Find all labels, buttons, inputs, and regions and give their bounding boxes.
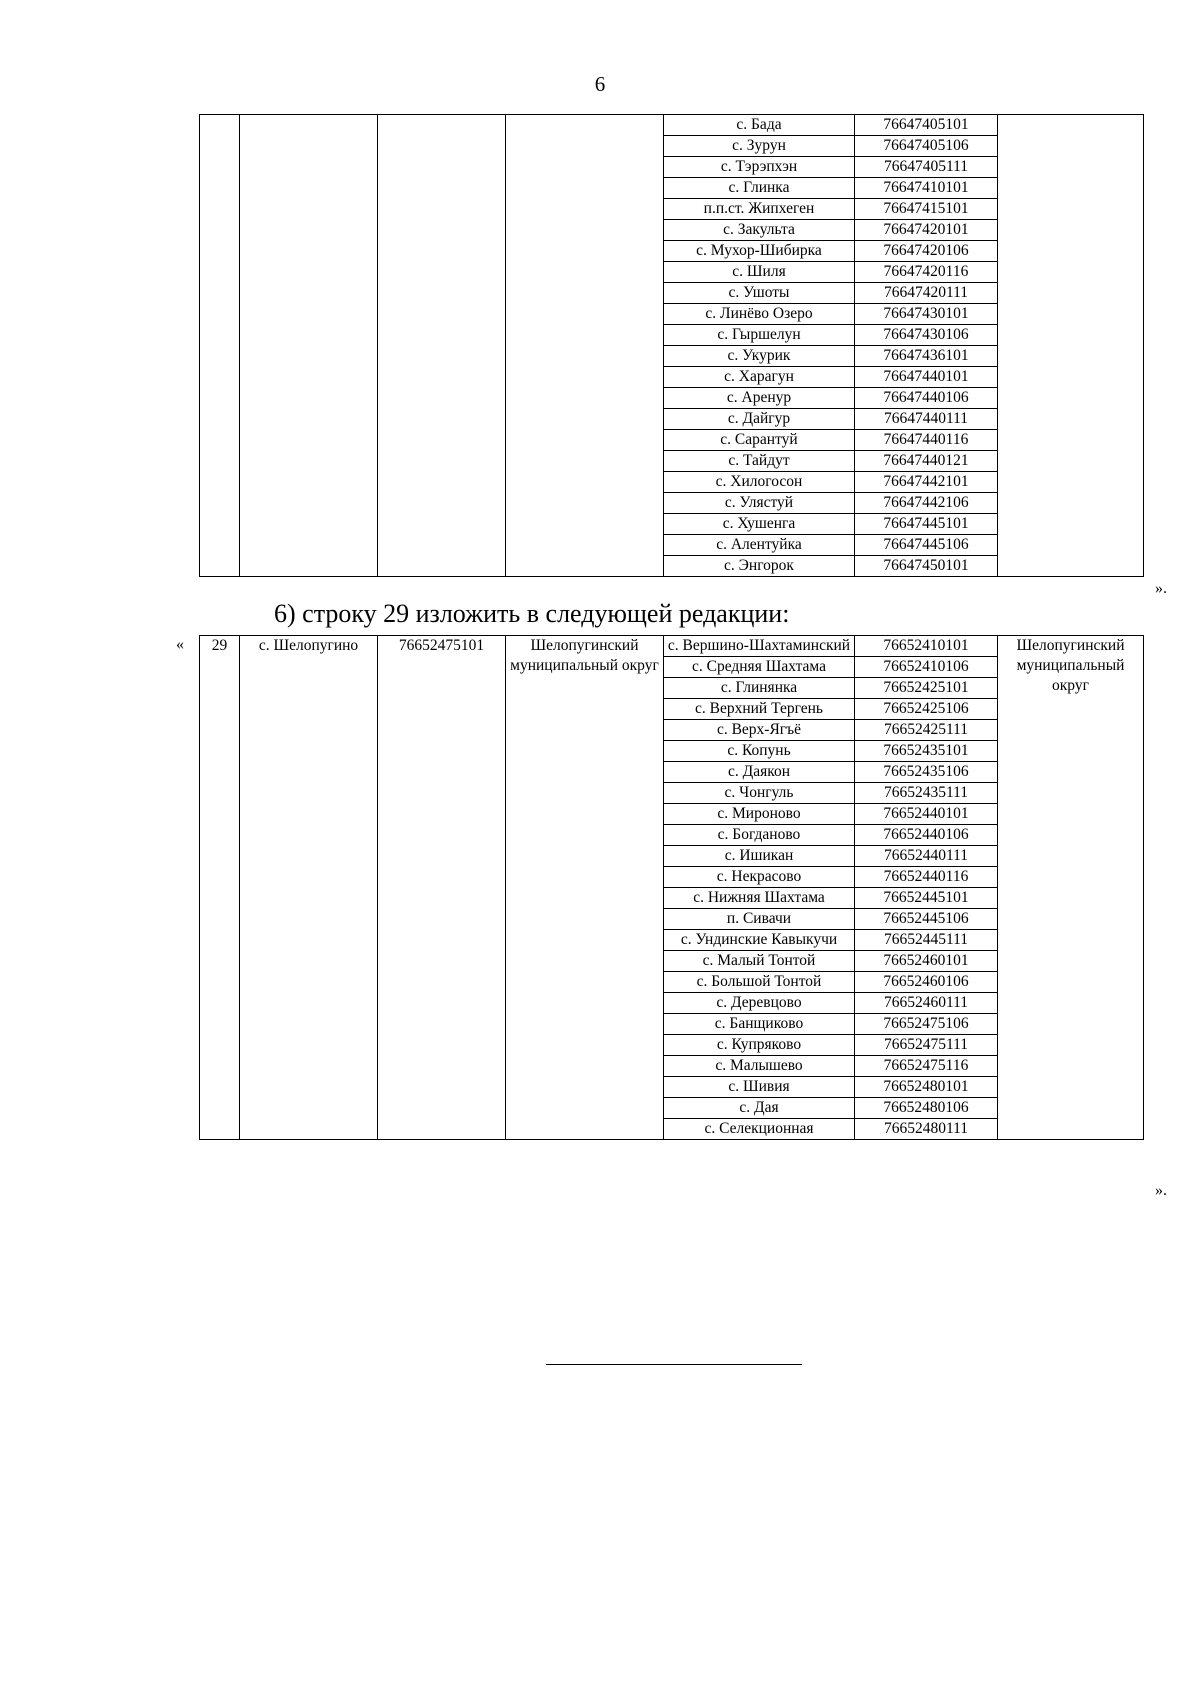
locality-name-cell: с. Энгорок bbox=[664, 556, 855, 577]
locality-name-cell: с. Закульта bbox=[664, 220, 855, 241]
locality-code-cell: 76652445101 bbox=[855, 888, 998, 909]
num-cell bbox=[200, 115, 240, 577]
locality-code-cell: 76647420116 bbox=[855, 262, 998, 283]
opening-quote: « bbox=[176, 636, 184, 653]
locality-name-cell: с. Укурик bbox=[664, 346, 855, 367]
locality-name-cell: с. Некрасово bbox=[664, 867, 855, 888]
locality-code-cell: 76647430106 bbox=[855, 325, 998, 346]
locality-code-cell: 76647405106 bbox=[855, 136, 998, 157]
locality-code-cell: 76652475111 bbox=[855, 1035, 998, 1056]
locality-code-cell: 76647440101 bbox=[855, 367, 998, 388]
locality-name-cell: с. Гыршелун bbox=[664, 325, 855, 346]
locality-name-cell: с. Тэрэпхэн bbox=[664, 157, 855, 178]
locality-name-cell: с. Улястуй bbox=[664, 493, 855, 514]
footer-rule bbox=[546, 1364, 802, 1365]
locality-name-cell: с. Сарантуй bbox=[664, 430, 855, 451]
locality-code-cell: 76647450101 bbox=[855, 556, 998, 577]
locality-code-cell: 76647430101 bbox=[855, 304, 998, 325]
locality-name-cell: с. Линёво Озеро bbox=[664, 304, 855, 325]
locality-code-cell: 76652480106 bbox=[855, 1098, 998, 1119]
locality-name-cell: с. Зурун bbox=[664, 136, 855, 157]
locality-name-cell: с. Верх-Ягъё bbox=[664, 720, 855, 741]
locality-name-cell: с. Мухор-Шибирка bbox=[664, 241, 855, 262]
amendment-instruction: 6) строку 29 изложить в следующей редакции: bbox=[274, 599, 790, 628]
locality-name-cell: с. Нижняя Шахтама bbox=[664, 888, 855, 909]
locality-code-cell: 76647440121 bbox=[855, 451, 998, 472]
locality-code-cell: 76647445106 bbox=[855, 535, 998, 556]
locality-code-cell: 76652475106 bbox=[855, 1014, 998, 1035]
locality-name-cell: с. Тайдут bbox=[664, 451, 855, 472]
closing-quote: ». bbox=[1155, 1182, 1167, 1199]
locality-code-cell: 76652440106 bbox=[855, 825, 998, 846]
locality-name-cell: с. Дайгур bbox=[664, 409, 855, 430]
locality-code-cell: 76652440101 bbox=[855, 804, 998, 825]
locality-code-cell: 76652425106 bbox=[855, 699, 998, 720]
locality-code-cell: 76652435101 bbox=[855, 741, 998, 762]
locality-name-cell: с. Ушоты bbox=[664, 283, 855, 304]
locality-code-cell: 76647445101 bbox=[855, 514, 998, 535]
locality-name-cell: с. Мироново bbox=[664, 804, 855, 825]
locality-name-cell: с. Большой Тонтой bbox=[664, 972, 855, 993]
locality-code-cell: 76652460111 bbox=[855, 993, 998, 1014]
locality-name-cell: с. Богданово bbox=[664, 825, 855, 846]
locality-code-cell: 76647440116 bbox=[855, 430, 998, 451]
locality-code-cell: 76652460106 bbox=[855, 972, 998, 993]
locality-name-cell: с. Селекционная bbox=[664, 1119, 855, 1140]
settlement-cell: с. Шелопугино bbox=[240, 636, 378, 1140]
district-right-cell bbox=[998, 115, 1144, 577]
locality-code-cell: 76652480111 bbox=[855, 1119, 998, 1140]
locality-code-cell: 76652460101 bbox=[855, 951, 998, 972]
locality-code-cell: 76652410101 bbox=[855, 636, 998, 657]
district-cell: Шелопугинский муниципальный округ bbox=[506, 636, 664, 1140]
locality-name-cell: с. Малый Тонтой bbox=[664, 951, 855, 972]
locality-name-cell: с. Копунь bbox=[664, 741, 855, 762]
locality-code-cell: 76652435111 bbox=[855, 783, 998, 804]
locality-code-cell: 76647440111 bbox=[855, 409, 998, 430]
locality-code-cell: 76652440116 bbox=[855, 867, 998, 888]
settlement-cell bbox=[240, 115, 378, 577]
page-number: 6 bbox=[594, 72, 606, 96]
locality-name-cell: с. Аренур bbox=[664, 388, 855, 409]
locality-name-cell: с. Шивия bbox=[664, 1077, 855, 1098]
locality-name-cell: с. Бада bbox=[664, 115, 855, 136]
locality-name-cell: с. Хушенга bbox=[664, 514, 855, 535]
locality-code-cell: 76647442101 bbox=[855, 472, 998, 493]
locality-code-cell: 76652425101 bbox=[855, 678, 998, 699]
locality-code-cell: 76647420111 bbox=[855, 283, 998, 304]
locality-name-cell: с. Малышево bbox=[664, 1056, 855, 1077]
district-right-cell: Шелопугинский муниципальный округ bbox=[998, 636, 1144, 1140]
locality-name-cell: с. Глинянка bbox=[664, 678, 855, 699]
locality-name-cell: с. Алентуйка bbox=[664, 535, 855, 556]
locality-code-cell: 76647405111 bbox=[855, 157, 998, 178]
settlements-table-continued bbox=[199, 114, 1144, 577]
locality-name-cell: с. Деревцово bbox=[664, 993, 855, 1014]
locality-name-cell: п. Сивачи bbox=[664, 909, 855, 930]
locality-name-cell: с. Глинка bbox=[664, 178, 855, 199]
locality-code-cell: 76647405101 bbox=[855, 115, 998, 136]
locality-code-cell: 76652475116 bbox=[855, 1056, 998, 1077]
locality-code-cell: 76647415101 bbox=[855, 199, 998, 220]
table-row bbox=[200, 636, 1144, 657]
locality-code-cell: 76647410101 bbox=[855, 178, 998, 199]
locality-name-cell: с. Хилогосон bbox=[664, 472, 855, 493]
locality-code-cell: 76652445111 bbox=[855, 930, 998, 951]
table-row bbox=[200, 115, 1144, 136]
settlement-code-cell bbox=[378, 115, 506, 577]
locality-name-cell: с. Ундинские Кавыкучи bbox=[664, 930, 855, 951]
closing-quote: ». bbox=[1155, 580, 1167, 597]
locality-code-cell: 76647420101 bbox=[855, 220, 998, 241]
locality-code-cell: 76652445106 bbox=[855, 909, 998, 930]
locality-code-cell: 76652425111 bbox=[855, 720, 998, 741]
locality-code-cell: 76652440111 bbox=[855, 846, 998, 867]
locality-code-cell: 76647420106 bbox=[855, 241, 998, 262]
locality-code-cell: 76647442106 bbox=[855, 493, 998, 514]
locality-name-cell: с. Купряково bbox=[664, 1035, 855, 1056]
district-cell bbox=[506, 115, 664, 577]
locality-code-cell: 76652435106 bbox=[855, 762, 998, 783]
locality-name-cell: с. Банщиково bbox=[664, 1014, 855, 1035]
locality-name-cell: с. Чонгуль bbox=[664, 783, 855, 804]
num-cell: 29 bbox=[200, 636, 240, 1140]
locality-code-cell: 76647436101 bbox=[855, 346, 998, 367]
locality-name-cell: с. Харагун bbox=[664, 367, 855, 388]
locality-code-cell: 76647440106 bbox=[855, 388, 998, 409]
row-29-table bbox=[199, 635, 1144, 1140]
locality-name-cell: п.п.ст. Жипхеген bbox=[664, 199, 855, 220]
locality-name-cell: с. Даякон bbox=[664, 762, 855, 783]
locality-code-cell: 76652480101 bbox=[855, 1077, 998, 1098]
locality-name-cell: с. Ишикан bbox=[664, 846, 855, 867]
locality-name-cell: с. Средняя Шахтама bbox=[664, 657, 855, 678]
settlement-code-cell: 76652475101 bbox=[378, 636, 506, 1140]
locality-code-cell: 76652410106 bbox=[855, 657, 998, 678]
locality-name-cell: с. Верхний Тергень bbox=[664, 699, 855, 720]
locality-name-cell: с. Вершино-Шахтаминский bbox=[664, 636, 855, 657]
locality-name-cell: с. Шиля bbox=[664, 262, 855, 283]
locality-name-cell: с. Дая bbox=[664, 1098, 855, 1119]
